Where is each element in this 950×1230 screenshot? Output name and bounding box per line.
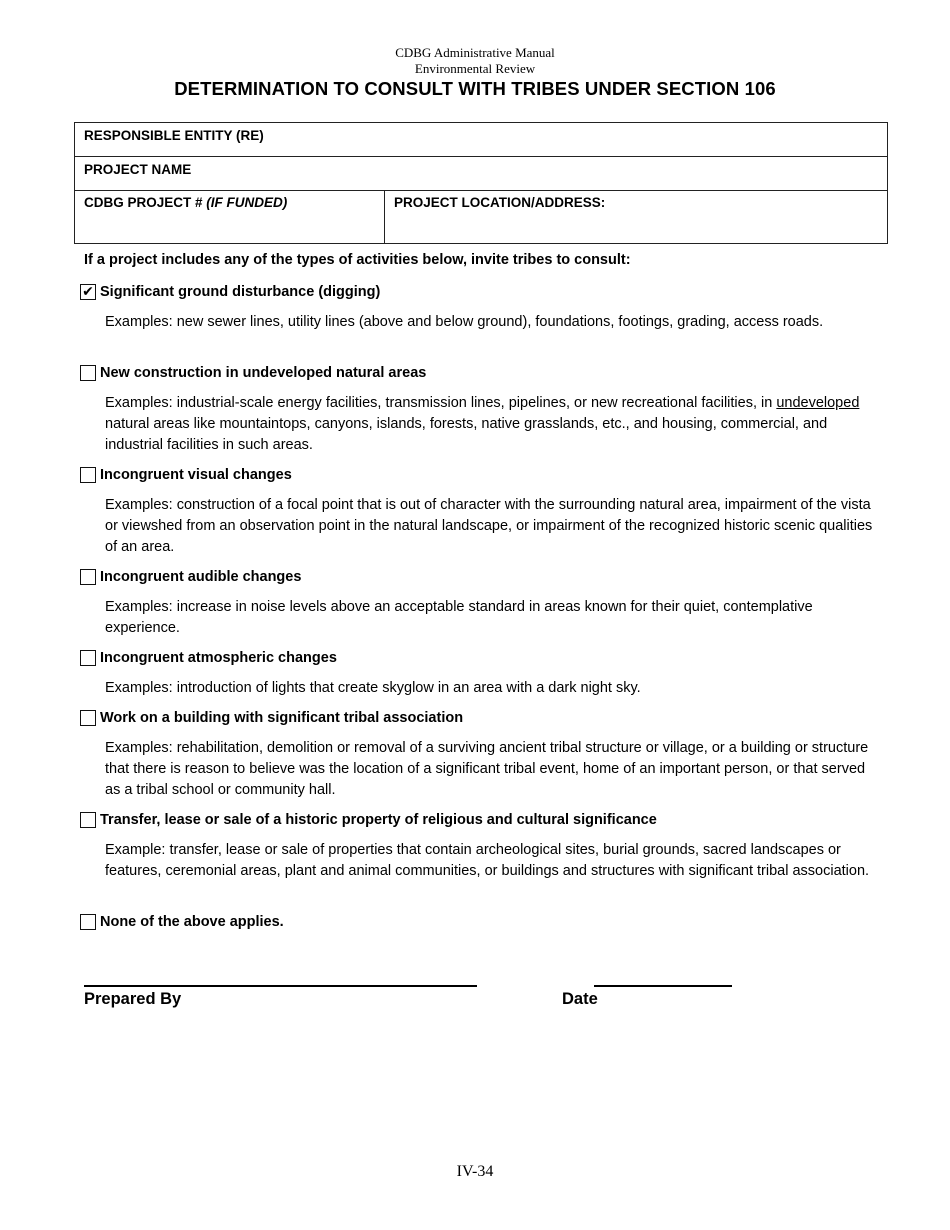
item-label: Incongruent visual changes [100,467,292,483]
responsible-entity-label: RESPONSIBLE ENTITY (RE) [84,128,264,143]
checkbox-none-applies[interactable] [80,914,96,930]
prepared-by-label: Prepared By [84,990,182,1008]
prepared-by-line[interactable] [84,985,477,987]
item-audible-changes [80,567,301,587]
checkbox-historic-property-transfer[interactable] [80,812,96,828]
checkbox-audible-changes[interactable] [80,569,96,585]
item-tribal-building [80,708,463,728]
checkbox-atmospheric-changes[interactable] [80,650,96,666]
project-location-field[interactable] [385,191,888,244]
manual-section: Environmental Review [414,61,536,76]
date-line[interactable] [594,985,732,987]
item-historic-property-transfer [80,810,657,830]
item-examples: Example: transfer, lease or sale of properties that contain archeological sites, burial grounds, sacred landscapes or features, ceremonial areas, plant and animal communities, or buildings and structures with significant tribal association. [105,842,870,879]
date-label: Date [562,990,598,1008]
project-name-label: PROJECT NAME [84,162,192,177]
manual-title: CDBG Administrative Manual [395,45,555,60]
responsible-entity-field[interactable] [75,123,888,157]
item-label: Incongruent audible changes [100,569,302,585]
page-title: DETERMINATION TO CONSULT WITH TRIBES UNDER SECTION 106 [174,78,776,99]
item-examples: Examples: increase in noise levels above an acceptable standard in areas known for their quiet, contemplative experience. [105,599,813,636]
item-label: Incongruent atmospheric changes [100,650,337,666]
page-number: IV-34 [456,1163,494,1180]
item-examples: Examples: rehabilitation, demolition or removal of a surviving ancient tribal structure or village, or a building or structure that there is reason to believe was the location of a significant tribal event, home of an important person, or that served as a tribal school or community hall. [105,740,869,798]
item-examples: Examples: introduction of lights that create skyglow in an area with a dark night sky. [105,680,641,696]
cdbg-project-label: CDBG PROJECT # [84,195,203,210]
checkbox-visual-changes[interactable] [80,467,96,483]
item-new-construction [80,363,426,383]
checkbox-new-construction[interactable] [80,365,96,381]
item-label: Significant ground disturbance (digging) [100,284,381,300]
item-ground-disturbance [80,282,380,302]
checkbox-ground-disturbance[interactable] [80,284,96,300]
item-label: New construction in undeveloped natural areas [100,365,427,381]
instructions: If a project includes any of the types of activities below, invite tribes to consult: [84,252,631,268]
item-visual-changes [80,465,292,485]
item-atmospheric-changes [80,648,337,668]
project-location-label: PROJECT LOCATION/ADDRESS: [394,195,606,210]
cdbg-project-qualifier: (IF FUNDED) [206,195,288,210]
item-examples: Examples: new sewer lines, utility lines (above and below ground), foundations, footings, grading, access roads. [105,314,824,330]
item-label: Work on a building with significant tribal association [100,710,464,726]
checkbox-tribal-building[interactable] [80,710,96,726]
item-examples: Examples: industrial-scale energy facilities, transmission lines, pipelines, or new recreational facilities, in undeveloped natural areas like mountaintops, canyons, islands, forests, native grasslands, etc., and housing, commercial, and industrial facilities in such areas. [105,395,860,453]
item-none-applies [80,912,284,932]
project-info-table [74,122,888,244]
cdbg-project-number-field[interactable] [75,191,385,244]
checkmark-icon: ✔ [82,284,94,300]
item-label: Transfer, lease or sale of a historic property of religious and cultural significance [100,812,657,828]
item-examples: Examples: construction of a focal point that is out of character with the surrounding natural area, impairment of the vista or viewshed from an observation point in the natural landscape, or impairment of the recognized historic scenic qualities of an area. [105,497,873,555]
item-label: None of the above applies. [100,914,284,930]
project-name-field[interactable] [75,157,888,191]
